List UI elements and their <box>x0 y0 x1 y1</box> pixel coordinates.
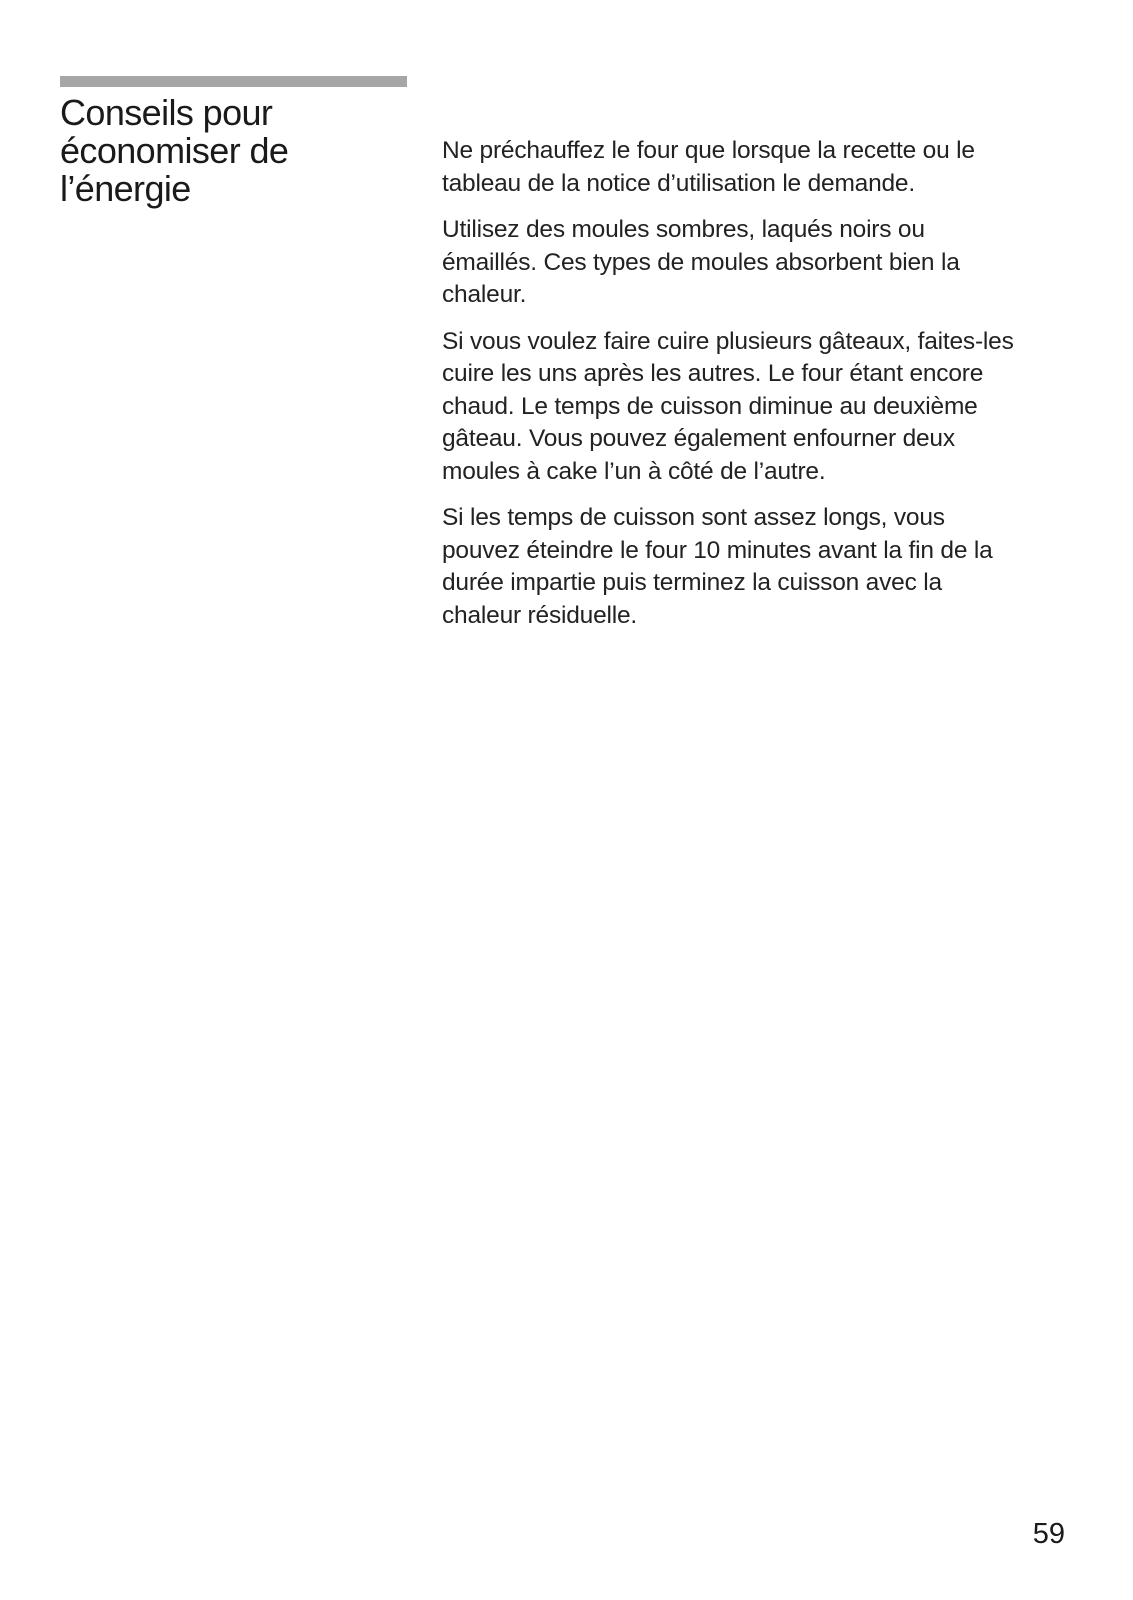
page-number: 59 <box>1032 1518 1065 1550</box>
section-title: Conseils pour économiser de l’énergie <box>60 92 289 209</box>
paragraph-dark-moulds-tip: Utilisez des moules sombres, laqués noirs ou émaillés. Ces types de moules absorbent bien la chaleur. <box>442 216 960 308</box>
body-text <box>442 135 1072 646</box>
paragraph-preheat-tip: Ne préchauffez le four que lorsque la recette ou le tableau de la notice d’utilisation le demande. <box>442 137 975 197</box>
section-divider-bar <box>60 76 407 87</box>
paragraph-residual-heat-tip: Si les temps de cuisson sont assez longs, vous pouvez éteindre le four 10 minutes avant la fin de la durée impartie puis terminez la cuisson avec la chaleur résiduelle. <box>442 504 993 629</box>
paragraph-successive-baking-tip: Si vous voulez faire cuire plusieurs gâteaux, faites-les cuire les uns après les autres. Le four étant encore chaud. Le temps de cuisson diminue au deuxième gâteau. Vous pouvez également enfourner deux moules à cake l’un à côté de l’autre. <box>442 327 1014 485</box>
